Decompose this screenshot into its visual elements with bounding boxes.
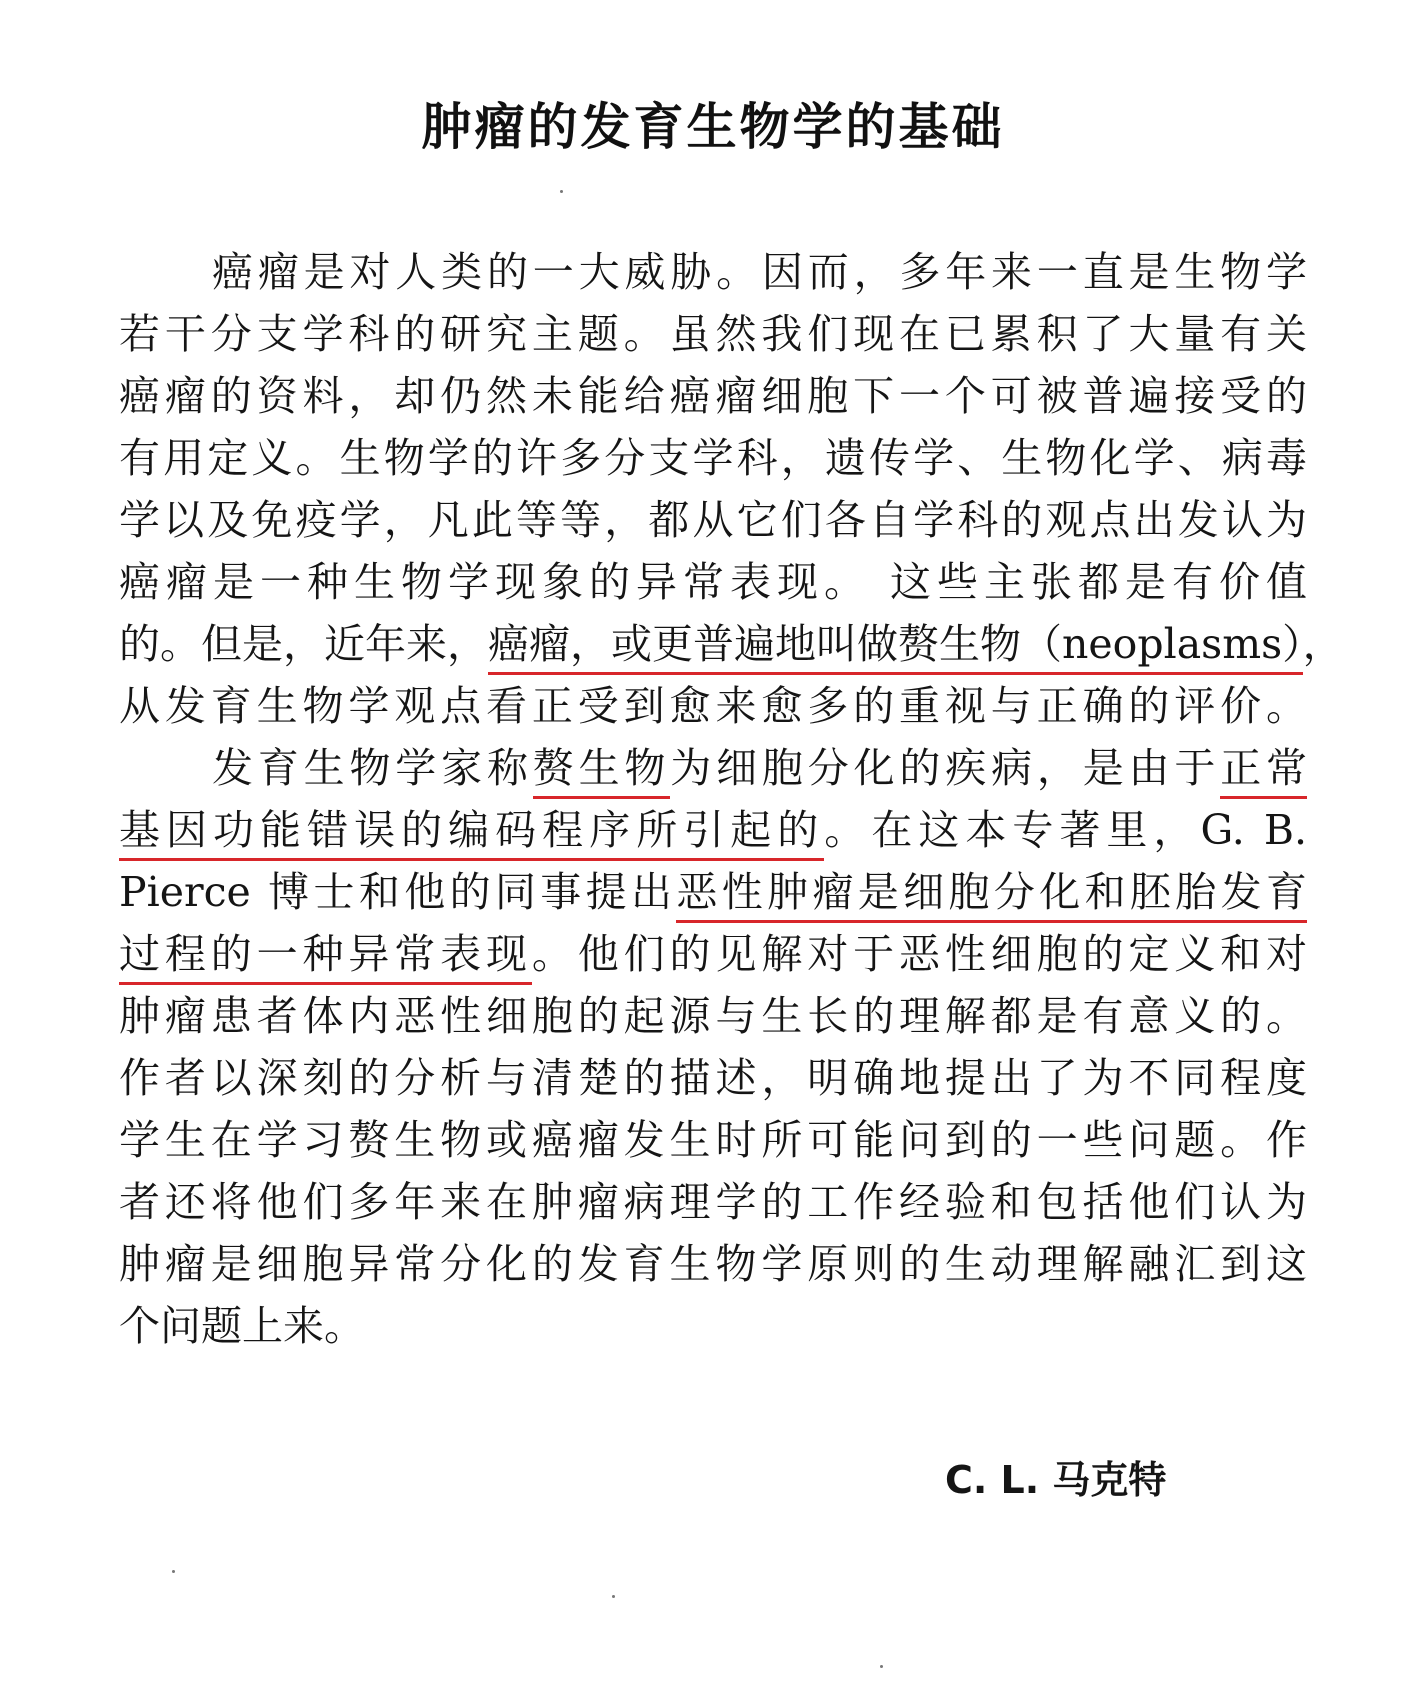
paragraph2-line-1-a: 发育生物学家称 xyxy=(212,744,533,792)
paragraph2-line-3-pre: Pierce 博士和他的同事提出 xyxy=(119,868,677,916)
underlined-phrase-abnormal-process: 过程的一种异常表现 xyxy=(119,930,532,985)
scan-speck xyxy=(880,1665,883,1668)
page-title: 肿瘤的发育生物学的基础 xyxy=(421,98,1005,156)
paragraph2-line-6: 作者以深刻的分析与清楚的描述，明确地提出了为不同程度 xyxy=(119,1054,1307,1102)
paragraph1-line-7 xyxy=(119,610,1344,678)
paragraph2-line-1-b: 为细胞分化的疾病，是由于 xyxy=(670,744,1221,792)
paragraph2-line-2 xyxy=(119,796,1307,864)
paragraph1-line-4: 有用定义。生物学的许多分支学科，遗传学、生物化学、病毒 xyxy=(119,434,1307,482)
scan-speck xyxy=(560,190,563,193)
scan-speck xyxy=(172,1570,175,1573)
paragraph1-line-6: 癌瘤是一种生物学现象的异常表现。 这些主张都是有价值 xyxy=(119,558,1307,606)
paragraph1-line-3: 癌瘤的资料，却仍然未能给癌瘤细胞下一个可被普遍接受的 xyxy=(119,372,1307,420)
paragraph1-line-7-post: ， xyxy=(1302,620,1344,668)
paragraph2-line-8: 者还将他们多年来在肿瘤病理学的工作经验和包括他们认为 xyxy=(119,1178,1307,1226)
underlined-phrase-neoplasm: 赘生物 xyxy=(533,744,670,799)
paragraph2-line-2-post: 。在这本专著里，G. B. xyxy=(824,806,1307,854)
paragraph2-line-7: 学生在学习赘生物或癌瘤发生时所可能问到的一些问题。作 xyxy=(119,1116,1307,1164)
paragraph1-line-5: 学以及免疫学，凡此等等，都从它们各自学科的观点出发认为 xyxy=(119,496,1307,544)
paragraph2-line-5: 肿瘤患者体内恶性细胞的起源与生长的理解都是有意义的。 xyxy=(119,992,1307,1040)
paragraph2-line-4-post: 。他们的见解对于恶性细胞的定义和对 xyxy=(531,930,1308,978)
underlined-phrase-neoplasms: 癌瘤，或更普遍地叫做赘生物（neoplasms） xyxy=(488,620,1303,675)
paragraph2-line-10: 个问题上来。 xyxy=(119,1302,365,1350)
paragraph1-line-7-pre: 的。但是，近年来， xyxy=(119,620,488,668)
paragraph2-line-1 xyxy=(212,734,1307,802)
paragraph1-line-1: 癌瘤是对人类的一大威胁。因而，多年来一直是生物学 xyxy=(212,248,1307,296)
underlined-phrase-normal: 正常 xyxy=(1220,744,1307,799)
scan-speck xyxy=(612,1595,615,1598)
underlined-phrase-gene-coding: 基因功能错误的编码程序所引起的 xyxy=(119,806,824,861)
paragraph1-line-8: 从发育生物学观点看正受到愈来愈多的重视与正确的评价。 xyxy=(119,682,1307,730)
underlined-phrase-malignant-tumor: 恶性肿瘤是细胞分化和胚胎发育 xyxy=(676,868,1307,923)
paragraph1-line-2: 若干分支学科的研究主题。虽然我们现在已累积了大量有关 xyxy=(119,310,1307,358)
paragraph2-line-3 xyxy=(119,858,1307,926)
author-signature: C. L. 马克特 xyxy=(945,1458,1167,1502)
paragraph2-line-9: 肿瘤是细胞异常分化的发育生物学原则的生动理解融汇到这 xyxy=(119,1240,1307,1288)
paragraph2-line-4 xyxy=(119,920,1307,988)
